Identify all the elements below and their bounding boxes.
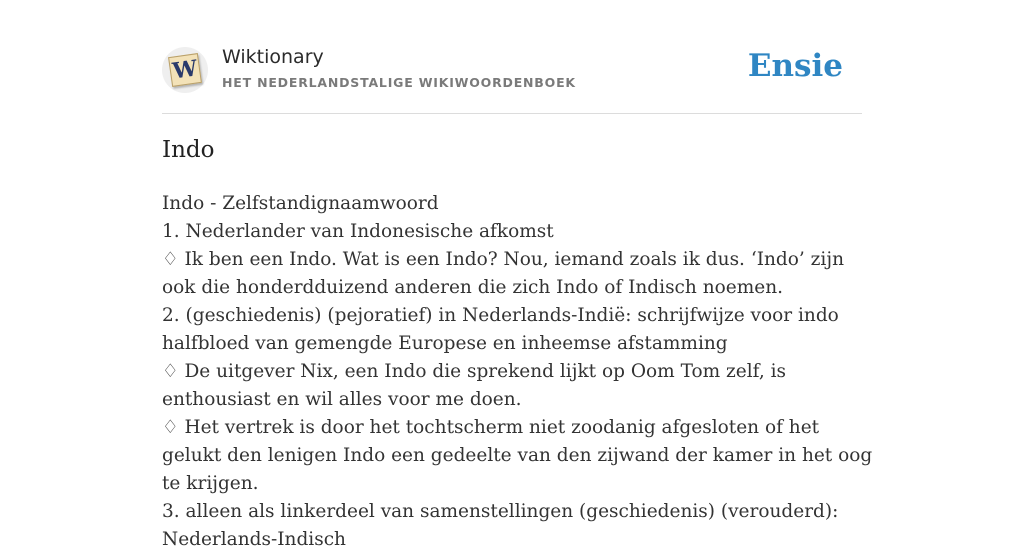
wiktionary-logo[interactable] xyxy=(162,47,208,93)
ensie-brand-link[interactable]: Ensie xyxy=(747,48,843,84)
example-3: ♢ Het vertrek is door het tochtscherm niet zoodanig afgesloten of het gelukt den lenigen Indo een gedeelte van den zijwand der kamer in het oog te krijgen. xyxy=(162,417,873,494)
entry-content xyxy=(162,190,882,554)
page xyxy=(162,0,873,550)
page-title: Indo xyxy=(162,137,215,163)
site-name[interactable]: Wiktionary xyxy=(222,46,324,68)
header xyxy=(162,0,862,114)
definition-2: 2. (geschiedenis) (pejoratief) in Nederlands-Indië: schrijfwijze voor indo halfbloed van gemengde Europese en inheemse afstamming xyxy=(162,305,839,354)
entry-heading-line: Indo - Zelfstandignaamwoord xyxy=(162,193,439,214)
example-1: ♢ Ik ben een Indo. Wat is een Indo? Nou, iemand zoals ik dus. ‘Indo’ zijn ook die honderdduizend anderen die zich Indo of Indisch noemen. xyxy=(162,249,844,298)
example-2: ♢ De uitgever Nix, een Indo die sprekend lijkt op Oom Tom zelf, is enthousiast en wil alles voor me doen. xyxy=(162,361,787,410)
w-tile-icon: W xyxy=(168,53,202,87)
definition-3: 3. alleen als linkerdeel van samenstellingen (geschiedenis) (verouderd): Nederlands-Indisch xyxy=(162,501,839,550)
definition-1: 1. Nederlander van Indonesische afkomst xyxy=(162,221,554,242)
site-tagline: HET NEDERLANDSTALIGE WIKIWOORDENBOEK xyxy=(222,75,576,90)
